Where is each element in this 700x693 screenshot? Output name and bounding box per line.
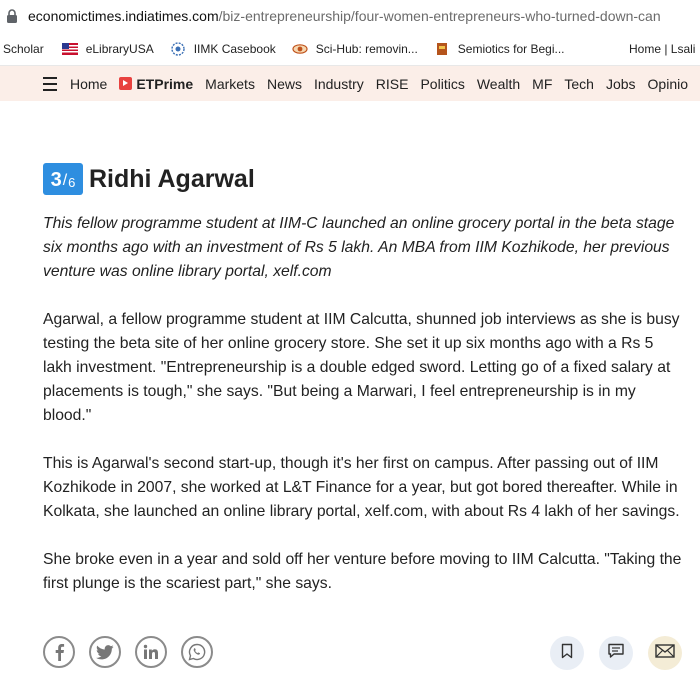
nav-news[interactable]: News [266, 75, 302, 92]
email-button[interactable] [648, 636, 682, 670]
book-icon [434, 41, 450, 57]
bookmark-home-lsali[interactable] [629, 32, 695, 65]
nav-opinion[interactable]: Opinio [647, 75, 688, 92]
bookmark-label: Scholar [3, 41, 44, 56]
nav-jobs[interactable]: Jobs [605, 75, 636, 92]
whatsapp-share-icon[interactable] [181, 636, 213, 668]
nav-etprime-label: ETPrime [136, 75, 194, 92]
nav-markets[interactable]: Markets [205, 75, 255, 92]
slide-separator: / [62, 172, 68, 189]
eye-icon [292, 41, 308, 57]
linkedin-share-icon[interactable] [135, 636, 167, 668]
bookmark-button[interactable] [550, 636, 584, 670]
comment-icon [607, 643, 625, 664]
nav-mf[interactable]: MF [532, 75, 553, 92]
bookmark-icon [561, 643, 573, 664]
site-nav [0, 66, 700, 101]
article-paragraph: This is Agarwal's second start-up, though it's her first on campus. After passing out of IIM Kozhikode in 2007, she worked at L&T Finance for a year, but got bored thereafter. While in Kolkata, she launched an online library portal, xelf.com, with about Rs 4 lakh of her savings. [43, 455, 680, 520]
article-lede: This fellow programme student at IIM-C launched an online grocery portal in the beta stage six months ago with an investment of Rs 5 lakh. An MBA from IIM Kozhikode, her previous venture was online library portal, xelf.com [43, 215, 675, 280]
bookmark-label: IIMK Casebook [193, 41, 276, 56]
url-path: /biz-entrepreneurship/four-women-entrepreneurs-who-turned-down-can [218, 8, 661, 24]
nav-wealth[interactable]: Wealth [476, 75, 521, 92]
facebook-share-icon[interactable] [43, 636, 75, 668]
slide-counter-badge [43, 163, 83, 195]
etprime-logo-icon [119, 77, 132, 90]
globe-icon [170, 41, 186, 57]
article-paragraph: Agarwal, a fellow programme student at IIM Calcutta, shunned job interviews as she is busy testing the beta site of her online grocery store. She set it up six months ago with a Rs 5 lakh investment. "Entrepreneurship is a double edged sword. Letting go of a fixed salary at placements is tough," she says. "But being a Marwari, I feel entrepreneurship is in my blood." [43, 311, 680, 424]
nav-politics[interactable]: Politics [420, 75, 465, 92]
comment-button[interactable] [599, 636, 633, 670]
bookmark-elibraryusa[interactable] [62, 41, 154, 57]
mail-icon [655, 644, 675, 663]
flag-icon [62, 41, 78, 57]
slide-current: 3 [50, 169, 62, 191]
bookmark-label: Home | Lsali [629, 41, 696, 56]
lock-icon [6, 9, 18, 23]
bookmarks-bar [0, 32, 700, 66]
slide-title: Ridhi Agarwal [89, 164, 255, 193]
article-actions [550, 636, 682, 670]
bookmark-sci-hub[interactable] [292, 41, 418, 57]
twitter-share-icon[interactable] [89, 636, 121, 668]
address-bar[interactable] [0, 0, 700, 32]
slide-total: 6 [68, 175, 76, 190]
nav-tech[interactable]: Tech [564, 75, 594, 92]
hamburger-menu-icon[interactable] [43, 77, 57, 91]
article-paragraph: She broke even in a year and sold off her venture before moving to IIM Calcutta. "Taking the first plunge is the scariest part," she says. [43, 551, 682, 592]
nav-home[interactable]: Home [69, 75, 108, 92]
article-body [43, 212, 683, 620]
url-domain: economictimes.indiatimes.com [28, 8, 219, 24]
share-bar [43, 636, 227, 668]
bookmark-label: Semiotics for Begi... [457, 41, 565, 56]
nav-etprime[interactable] [119, 76, 193, 92]
bookmark-scholar[interactable] [3, 42, 44, 56]
url-text[interactable] [28, 8, 661, 24]
nav-industry[interactable]: Industry [313, 75, 364, 92]
bookmark-semiotics[interactable] [434, 41, 565, 57]
slide-header [43, 163, 255, 195]
bookmark-iimk-casebook[interactable] [170, 41, 276, 57]
bookmark-label: Sci-Hub: removin... [315, 41, 418, 56]
nav-rise[interactable]: RISE [375, 75, 409, 92]
bookmark-label: eLibraryUSA [85, 41, 154, 56]
